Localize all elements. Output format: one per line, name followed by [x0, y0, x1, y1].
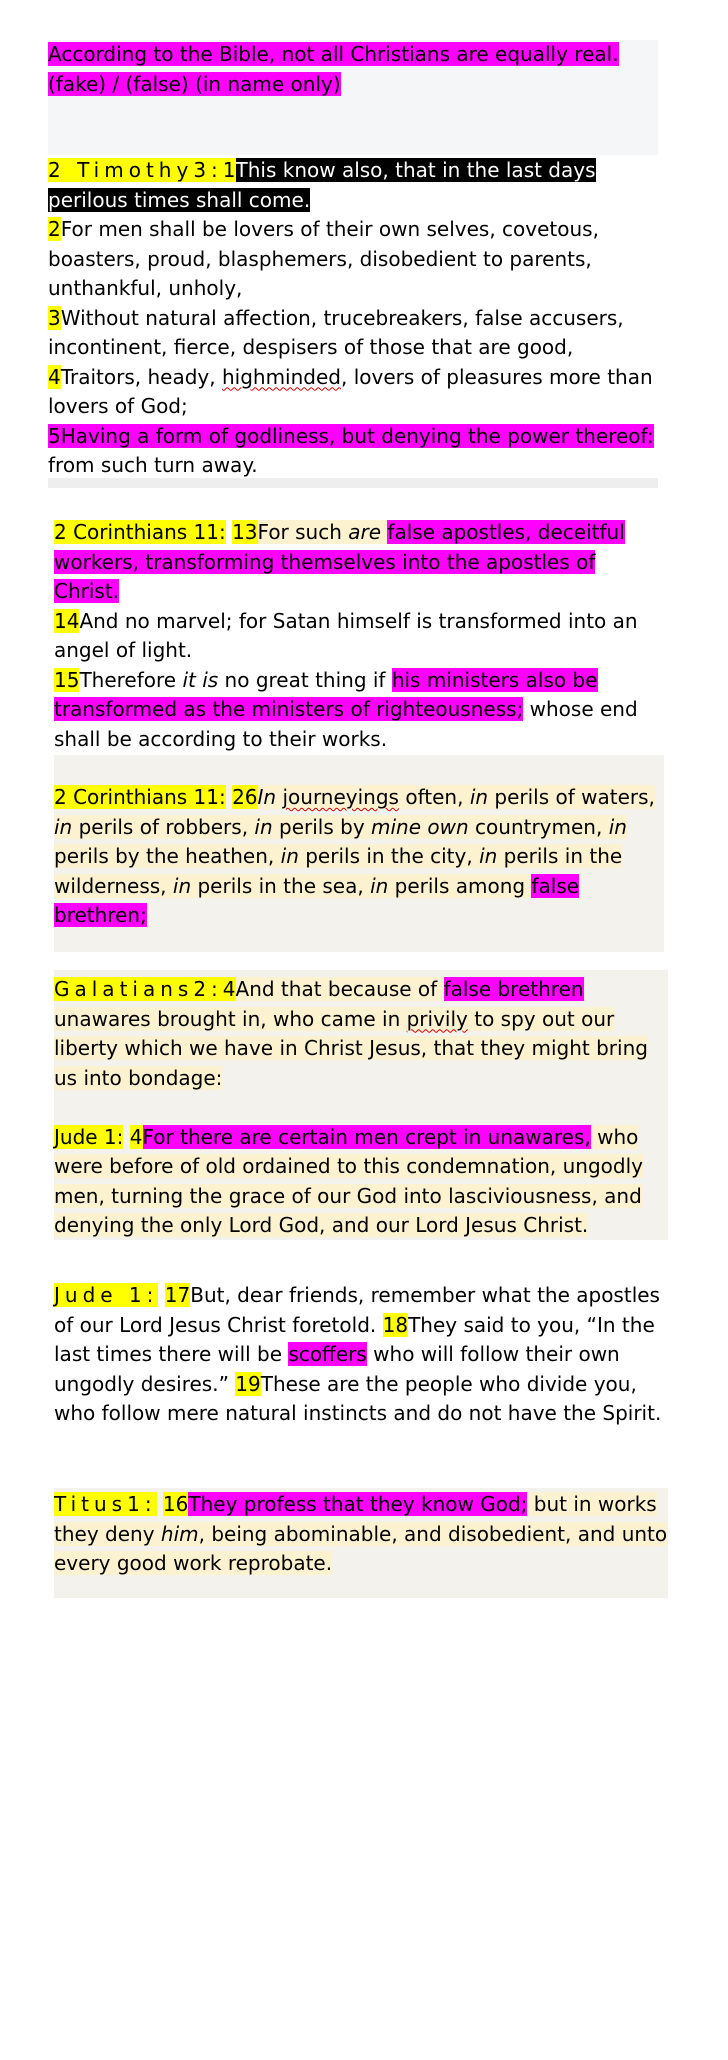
galatians-jude-passage [54, 970, 668, 1240]
verse-reference: Jude 1: [54, 1124, 124, 1149]
verse-text-italic: it is [182, 667, 219, 692]
verse-text: Therefore [79, 667, 183, 692]
verse-text-highlight: This know also, that in the last days perilous times shall come. [48, 158, 596, 212]
verse-number: 4 [222, 977, 236, 1001]
verse-text-highlight: Having a form of godliness, but denying the power thereof: [60, 423, 654, 448]
verse-text-highlight: For there are certain men crept in unawares, [142, 1124, 591, 1149]
verse-text: These are the people who divide you, who follow mere natural instincts and do not have the Spirit. [54, 1371, 662, 1425]
titus-v16: Titus1: 16They profess that they know God; but in works they deny him, being abominable, and disobedient, and unto every good work reprobate. [54, 1492, 668, 1575]
verse-text: For such [257, 520, 349, 544]
verse-text: no great thing if [218, 667, 392, 692]
verse-text-highlight: They profess that they know God; [188, 1492, 528, 1516]
timothy-v5 [48, 422, 658, 481]
titus-passage [54, 1488, 668, 1598]
intro-text [48, 40, 658, 99]
verse-text: And that because of [235, 977, 444, 1001]
verse-text-italic: are [348, 520, 382, 544]
jude-17-passage [54, 1281, 668, 1429]
verse-number: 4 [48, 364, 61, 389]
verse-number: 16 [162, 1492, 189, 1516]
verse-reference: Titus1: [54, 1492, 157, 1516]
verse-reference: Galatians2: [54, 977, 223, 1001]
timothy-v2 [48, 215, 658, 304]
verse-text: And no marvel; for Satan himself is transformed into an angel of light. [54, 608, 638, 662]
intro-line-1: According to the Bible, not all Christians are equally real. [48, 42, 619, 66]
corinthians-v15 [54, 666, 664, 755]
spellcheck-word: journeyings [282, 785, 399, 809]
verse-text: For men shall be lovers of their own selves, covetous, boasters, proud, blasphemers, disobedient to parents, unthankful, unholy, [48, 217, 599, 300]
verse-text: , lovers of pleasures more than lovers of God; [48, 364, 653, 418]
verse-number: 4 [129, 1124, 143, 1149]
verse-text: whose end shall be according to their works. [54, 697, 638, 751]
verse-number: 1 [222, 158, 236, 182]
verse-text: Without natural affection, trucebreakers, false accusers, incontinent, fierce, despisers of those that are good, [48, 305, 624, 359]
corinthians-v14 [54, 607, 664, 666]
divider-shade [48, 478, 658, 488]
verse-number: 14 [54, 608, 80, 633]
jude-v4 [54, 1123, 668, 1241]
verse-text-highlight: scoffers [288, 1342, 367, 1366]
corinthians-v26: 2 Corinthians 11: 26In journeyings often, in perils of waters, in perils of robbers, in perils by mine own countrymen, in perils by the heathen, in perils in the city, in perils in the wilderness, in perils in the sea, in perils among false brethren; [54, 785, 655, 927]
verse-number: 2 [48, 217, 61, 241]
verse-text: who were before of old ordained to this condemnation, ungodly men, turning the grace of our God into lasciviousness, and denying the only Lord God, and our Lord Jesus Christ. [54, 1124, 643, 1237]
verse-text-highlight: false brethren [443, 977, 584, 1001]
timothy-v1 [48, 156, 658, 215]
verse-number: 18 [382, 1312, 409, 1337]
verse-text: Traitors, heady, [60, 364, 222, 389]
corinthians-13-passage [54, 518, 664, 754]
verse-text: from such turn away. [48, 453, 258, 477]
spellcheck-word: highminded [221, 364, 341, 389]
verse-text: who will follow their own ungodly desires.” [54, 1342, 620, 1396]
galatians-v4: Galatians2:4And that because of false brethren unawares brought in, who came in privily to spy out our liberty which we have in Christ Jesus, that they might bring us into bondage: [54, 977, 648, 1090]
verse-text: But, dear friends, remember what the apostles of our Lord Jesus Christ foretold. [54, 1283, 660, 1337]
timothy-v4 [48, 363, 658, 422]
verse-reference: 2 Timothy3: [48, 158, 223, 182]
verse-text-highlight: false brethren; [54, 873, 580, 927]
verse-number: 19 [235, 1371, 261, 1396]
corinthians-26-passage [54, 755, 664, 952]
intro-line-2: (fake) / (false) (in name only) [48, 71, 341, 96]
verse-text: They said to you, “In the last times there will be [54, 1312, 655, 1366]
corinthians-v13 [54, 518, 664, 607]
intro-block [48, 40, 658, 155]
verse-reference: 2 Corinthians 11: [54, 785, 226, 809]
jude-v17-19 [54, 1281, 668, 1429]
verse-number: 13 [232, 520, 258, 544]
verse-number: 26 [232, 785, 258, 809]
spellcheck-word: privily [406, 1006, 468, 1031]
verse-number: 5 [48, 423, 61, 448]
verse-reference: Jude 1: [54, 1283, 159, 1307]
verse-text-highlight: his ministers also be transformed as the ministers of righteousness; [54, 667, 598, 721]
verse-reference: 2 Corinthians 11: [54, 520, 226, 544]
verse-number: 3 [48, 305, 61, 330]
verse-text-highlight: false apostles, deceitful workers, transforming themselves into the apostles of Christ. [54, 520, 625, 603]
timothy-v3 [48, 304, 658, 363]
verse-number: 17 [164, 1283, 191, 1307]
verse-number: 15 [54, 667, 80, 692]
timothy-passage [48, 156, 658, 481]
